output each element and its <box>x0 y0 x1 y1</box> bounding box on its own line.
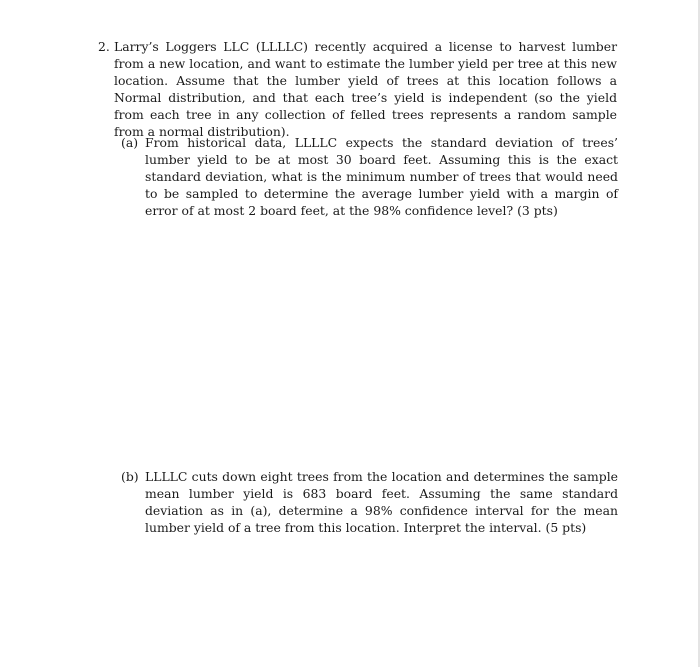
part-a <box>121 134 618 219</box>
problem-statement <box>98 38 618 140</box>
part-a-label: (a) <box>121 135 139 150</box>
part-b-label: (b) <box>121 469 139 484</box>
problem-number: 2. <box>98 39 110 54</box>
part-b <box>121 468 618 536</box>
part-b-text: LLLLC cuts down eight trees from the location and determines the sample mean lumber yield is 683 board feet. Assuming the same standard deviation as in (a), determine a 98% confidence interval for the mean lumber yield of a tree from this location. Interpret the interval. (5 pts) <box>145 469 618 535</box>
part-a-text: From historical data, LLLLC expects the standard deviation of trees’ lumber yield to be at most 30 board feet. Assuming this is the exact standard deviation, what is the minimum number of trees that would need to be sampled to determine the average lumber yield with a margin of error of at most 2 board feet, at the 98% confidence level? (3 pts) <box>145 135 618 218</box>
problem-text: Larry’s Loggers LLC (LLLLC) recently acquired a license to harvest lumber from a new location, and want to estimate the lumber yield per tree at this new location. Assume that the lumber yield of trees at this location follows a Normal distribution, and that each tree’s yield is independent (so the yield from each tree in any collection of felled trees represents a random sample from a normal distribution). <box>114 39 617 139</box>
problem-2 <box>98 38 618 140</box>
